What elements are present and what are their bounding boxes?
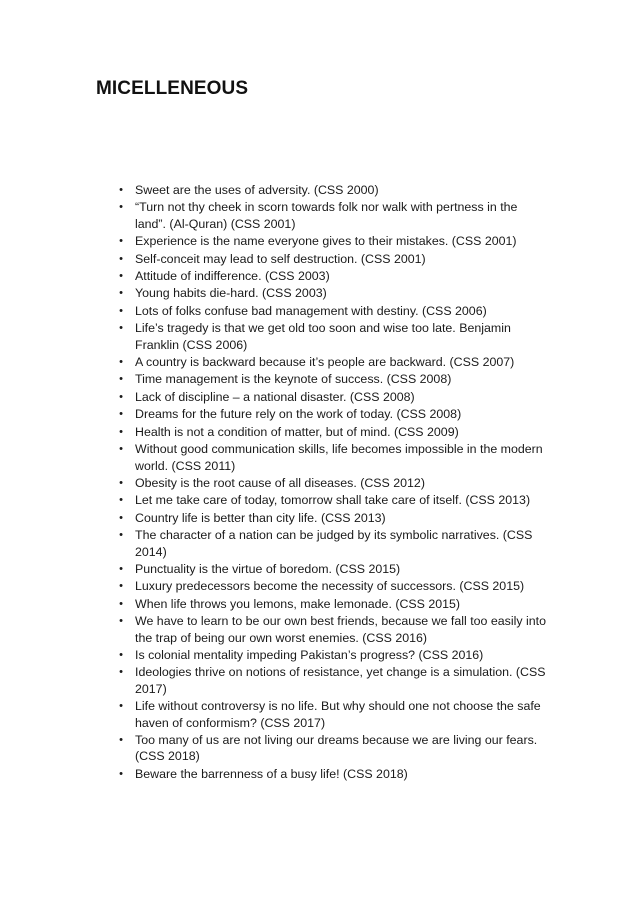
bullet-icon: • [119,615,123,628]
bullet-icon: • [119,304,123,317]
list-item-text: The character of a nation can be judged by its symbolic narratives. (CSS 2014) [135,528,533,559]
bullet-icon: • [119,390,123,403]
list-item [116,371,548,387]
list-item-text: Let me take care of today, tomorrow shall take care of itself. (CSS 2013) [135,493,531,508]
bullet-icon: • [119,767,123,780]
list-item [116,303,548,319]
bullet-icon: • [119,580,123,593]
essay-topic-list [116,182,548,783]
list-item-text: We have to learn to be our own best friends, because we fall too easily into the trap of being our own worst enemies. (CSS 2016) [135,614,546,645]
list-item [116,561,548,577]
bullet-icon: • [119,373,123,386]
bullet-icon: • [119,700,123,713]
list-item-text: Dreams for the future rely on the work of today. (CSS 2008) [135,407,462,422]
bullet-icon: • [119,443,123,456]
list-item-text: Life’s tragedy is that we get old too soon and wise too late. Benjamin Franklin (CSS 2006) [135,321,511,352]
list-item [116,766,548,782]
list-item-text: Without good communication skills, life becomes impossible in the modern world. (CSS 2011) [135,442,543,473]
list-item-text: Lack of discipline – a national disaster. (CSS 2008) [135,389,415,404]
list-item-text: Self-conceit may lead to self destruction. (CSS 2001) [135,251,426,266]
list-item-text: Sweet are the uses of adversity. (CSS 2000) [135,183,379,197]
list-item [116,732,548,765]
list-item [116,389,548,405]
list-item [116,510,548,526]
list-item-text: Too many of us are not living our dreams because we are living our fears. (CSS 2018) [135,733,538,764]
bullet-icon: • [119,356,123,369]
bullet-icon: • [119,476,123,489]
list-item [116,596,548,612]
list-item [116,664,548,697]
list-item [116,251,548,267]
list-item [116,354,548,370]
bullet-icon: • [119,322,123,335]
list-item [116,475,548,491]
bullet-icon: • [119,648,123,661]
bullet-icon: • [119,666,123,679]
list-item [116,320,548,353]
list-item-text: Life without controversy is no life. But why should one not choose the safe haven of conformism? (CSS 2017) [135,699,541,730]
list-item [116,285,548,301]
list-item-text: Young habits die-hard. (CSS 2003) [135,286,327,301]
list-item [116,698,548,731]
bullet-icon: • [119,494,123,507]
list-item [116,441,548,474]
bullet-icon: • [119,734,123,746]
list-item [116,647,548,663]
list-item-text: Obesity is the root cause of all diseases. (CSS 2012) [135,475,425,490]
list-item [116,406,548,422]
bullet-icon: • [119,252,123,265]
list-item-text: Punctuality is the virtue of boredom. (CSS 2015) [135,561,401,576]
bullet-icon: • [119,511,123,524]
bullet-icon: • [119,184,123,196]
list-item-text: “Turn not thy cheek in scorn towards folk nor walk with pertness in the land”. (Al-Quran) (CSS 2001) [135,200,518,231]
list-item-text: Health is not a condition of matter, but of mind. (CSS 2009) [135,424,459,439]
list-item-text: Experience is the name everyone gives to their mistakes. (CSS 2001) [135,234,517,249]
list-item [116,613,548,646]
list-item [116,578,548,594]
list-item-text: Luxury predecessors become the necessity of successors. (CSS 2015) [135,579,525,594]
list-item [116,199,548,232]
list-item [116,182,548,198]
bullet-icon: • [119,425,123,438]
list-item [116,424,548,440]
list-item-text: Country life is better than city life. (CSS 2013) [135,510,386,525]
list-item [116,268,548,284]
bullet-icon: • [119,529,123,542]
list-item [116,492,548,508]
bullet-icon: • [119,287,123,300]
list-item [116,527,548,560]
bullet-icon: • [119,270,123,283]
bullet-icon: • [119,562,123,575]
list-item-text: A country is backward because it’s people are backward. (CSS 2007) [135,355,515,370]
list-item-text: Attitude of indifference. (CSS 2003) [135,269,330,284]
list-item-text: Time management is the keynote of success. (CSS 2008) [135,372,452,387]
list-item-text: Is colonial mentality impeding Pakistan’s progress? (CSS 2016) [135,647,484,662]
bullet-icon: • [119,235,123,248]
list-item [116,233,548,249]
list-item-text: When life throws you lemons, make lemonade. (CSS 2015) [135,596,461,611]
list-item-text: Ideologies thrive on notions of resistance, yet change is a simulation. (CSS 2017) [135,665,546,696]
bullet-icon: • [119,597,123,610]
list-item-text: Beware the barrenness of a busy life! (CSS 2018) [135,766,408,781]
list-item-text: Lots of folks confuse bad management with destiny. (CSS 2006) [135,303,487,318]
bullet-icon: • [119,408,123,421]
bullet-icon: • [119,201,123,214]
page-title: MICELLENEOUS [96,78,249,99]
